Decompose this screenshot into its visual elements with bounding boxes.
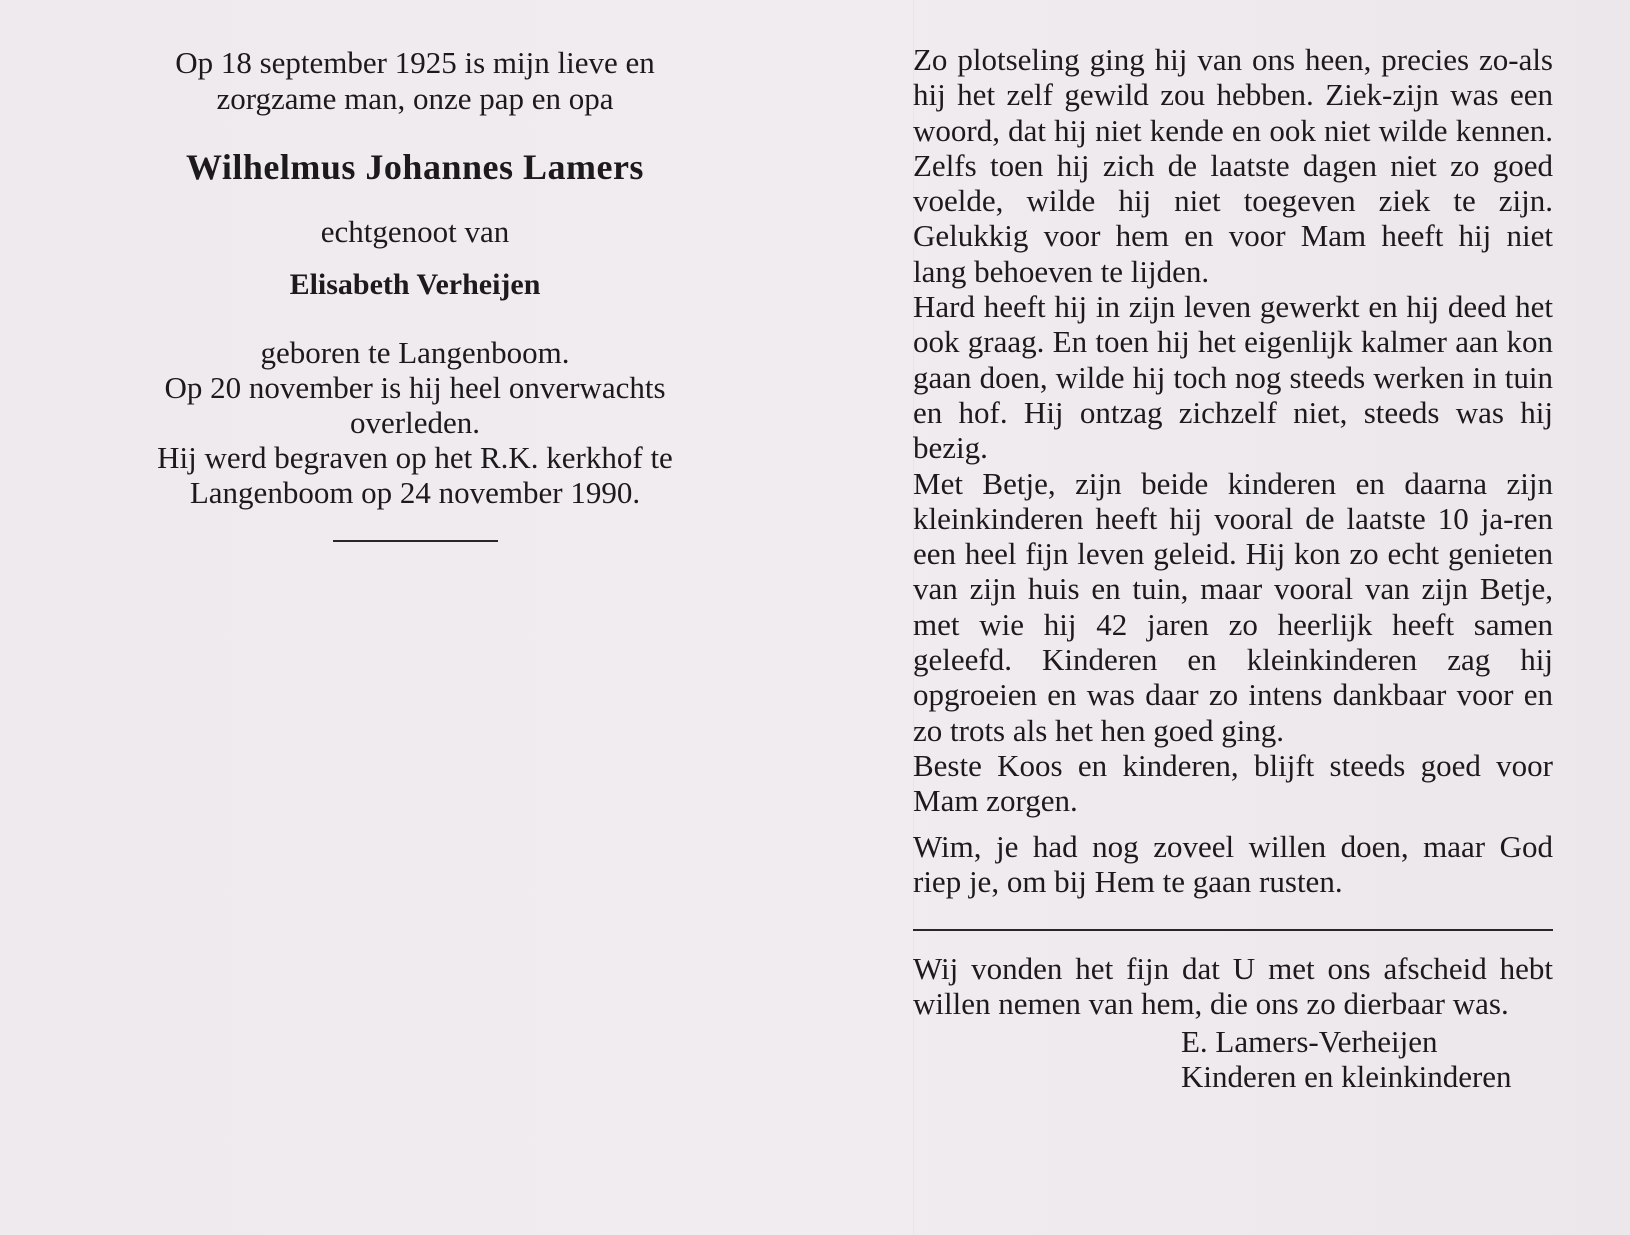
thanks-paragraph: Wij vonden het fijn dat U met ons afscheid hebt willen nemen van hem, die ons zo dierbaar was. bbox=[913, 951, 1553, 1022]
detail-line-5: Langenboom op 24 november 1990. bbox=[189, 475, 641, 510]
paragraph-2: Hard heeft hij in zijn leven gewerkt en hij deed het ook graag. En toen hij het eigenlijk kalmer aan kon gaan doen, wilde hij toch nog steeds werken in tuin en hof. Hij ontzag zichzelf niet, steeds was hij bezig. bbox=[913, 289, 1553, 466]
life-details bbox=[115, 335, 715, 510]
detail-line-2: Op 20 november is hij heel onverwachts bbox=[164, 370, 666, 405]
signature-line-1: E. Lamers-Verheijen bbox=[1181, 1023, 1438, 1059]
right-panel bbox=[913, 42, 1553, 1094]
intro-text bbox=[115, 45, 715, 117]
signature-line-2: Kinderen en kleinkinderen bbox=[1181, 1059, 1512, 1095]
deceased-name: Wilhelmus Johannes Lamers bbox=[186, 147, 644, 187]
intro-line-1: Op 18 september 1925 is mijn lieve en bbox=[175, 45, 655, 80]
left-panel bbox=[115, 45, 715, 542]
signature bbox=[1181, 1024, 1553, 1095]
paragraph-1: Zo plotseling ging hij van ons heen, precies zo-als hij het zelf gewild zou hebben. Ziek-zijn was een woord, dat hij niet kende en ook niet wilde kennen. Zelfs toen hij zich de laatste dagen niet zo goed voelde, wilde hij niet toegeven ziek te zijn. Gelukkig voor hem en voor Mam heeft hij niet lang behoeven te lijden. bbox=[913, 42, 1553, 289]
detail-line-1: geboren te Langenboom. bbox=[260, 335, 570, 370]
left-divider bbox=[333, 540, 498, 542]
right-divider bbox=[913, 929, 1553, 931]
paragraph-4: Beste Koos en kinderen, blijft steeds goed voor Mam zorgen. bbox=[913, 747, 1553, 819]
paragraph-3: Met Betje, zijn beide kinderen en daarna zijn kleinkinderen heeft hij vooral de laatste 10 ja-ren een heel fijn leven geleid. Hij kon zo echt genieten van zijn huis en tuin, maar vooral van zijn Betje, met wie hij 42 jaren zo heerlijk heeft samen geleefd. Kinderen en kleinkinderen zag hij opgroeien en was daar zo intens dankbaar voor en zo trots als het hen goed ging. bbox=[913, 465, 1553, 748]
detail-line-4: Hij werd begraven op het R.K. kerkhof te bbox=[157, 440, 673, 475]
spouse-name: Elisabeth Verheijen bbox=[289, 268, 541, 301]
detail-line-3: overleden. bbox=[350, 405, 480, 440]
spouse-label: echtgenoot van bbox=[320, 214, 510, 249]
intro-line-2: zorgzame man, onze pap en opa bbox=[216, 81, 614, 116]
paragraph-5: Wim, je had nog zoveel willen doen, maar God riep je, om bij Hem te gaan rusten. bbox=[913, 828, 1553, 899]
